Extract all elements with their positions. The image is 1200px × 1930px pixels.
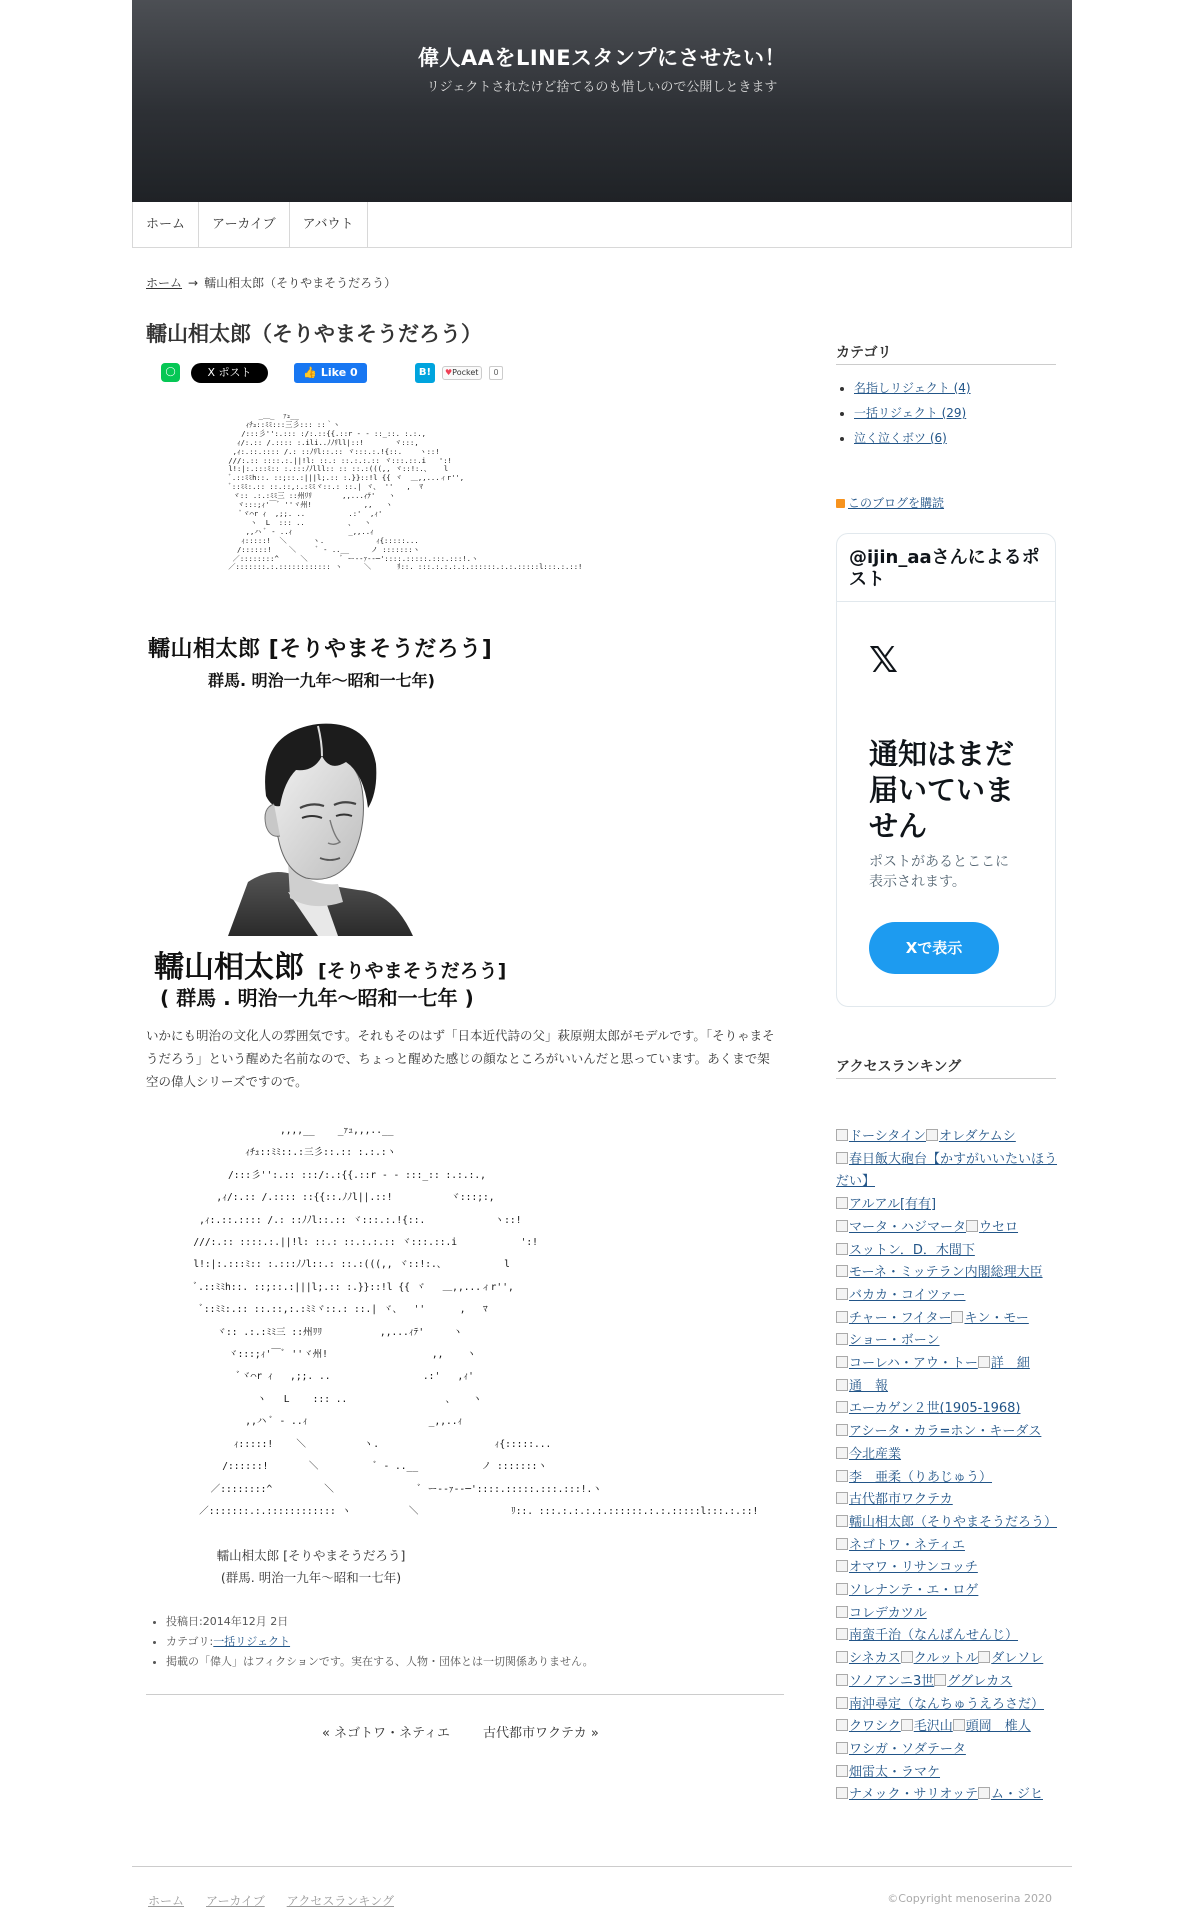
ranking-label: マータ・ハジマータ xyxy=(849,1219,967,1235)
ranking-link[interactable] xyxy=(966,1220,1018,1235)
x-widget-empty-title: 通知はまだ届いていません xyxy=(869,737,1015,843)
category-link-named-reject[interactable]: 名指しリジェクト (4) xyxy=(854,381,971,395)
category-item xyxy=(854,401,971,426)
ranking-link[interactable] xyxy=(836,1583,978,1598)
post-category-link[interactable]: 一括リジェクト xyxy=(213,1635,291,1648)
broken-image-icon xyxy=(836,1651,848,1663)
ranking-row xyxy=(836,1739,1066,1762)
broken-image-icon xyxy=(836,1674,848,1686)
ranking-link[interactable] xyxy=(836,1129,926,1144)
post-title: 轜山相太郎（そりやまそうだろう） xyxy=(146,322,482,346)
broken-image-icon xyxy=(836,1583,848,1595)
category-list xyxy=(854,376,971,451)
ranking-label: 春日飯大砲台【かすがいいたいほうだい】 xyxy=(836,1151,1058,1190)
ranking-label: ググレカス xyxy=(947,1673,1013,1689)
broken-image-icon xyxy=(966,1220,978,1232)
ranking-link[interactable] xyxy=(836,1220,966,1235)
site-header xyxy=(132,0,1072,202)
nav-item-archive[interactable]: アーカイブ xyxy=(199,202,290,247)
breadcrumb xyxy=(146,274,396,291)
broken-image-icon xyxy=(836,1742,848,1754)
ranking-label: ナメック・サリオッテ xyxy=(849,1787,978,1803)
ranking-link[interactable] xyxy=(836,1152,1057,1190)
stamp-origin: ( 群馬 . 明治一九年〜昭和一七年 ) xyxy=(160,986,474,1010)
ranking-label: 毛沢山 xyxy=(913,1719,953,1735)
ranking-link[interactable] xyxy=(836,1447,901,1462)
broken-image-icon xyxy=(978,1356,990,1368)
ranking-row xyxy=(836,1716,1066,1739)
ranking-link[interactable] xyxy=(836,1379,888,1394)
ranking-label: 南沖尋定（なんちゅうえろさだ） xyxy=(849,1696,1045,1712)
ranking-row xyxy=(836,1330,1066,1353)
ranking-link[interactable] xyxy=(836,1538,965,1553)
ranking-label: オマワ・リサンコッチ xyxy=(849,1560,978,1576)
ranking-row xyxy=(836,1535,1066,1558)
footer-link-ranking[interactable]: アクセスランキング xyxy=(286,1894,394,1908)
ranking-row xyxy=(836,1603,1066,1626)
ranking-link[interactable] xyxy=(836,1243,975,1258)
broken-image-icon xyxy=(926,1129,938,1141)
x-logo-icon: 𝕏 xyxy=(869,640,899,681)
ranking-row xyxy=(836,1285,1066,1308)
ranking-label: アルアル[有有] xyxy=(849,1197,937,1213)
ranking-link[interactable] xyxy=(836,1197,936,1212)
stamp-title: 轜山相太郎 [そりやまそうだろう] xyxy=(148,637,493,662)
portrait-drawing xyxy=(218,712,418,936)
broken-image-icon xyxy=(836,1152,848,1164)
ranking-label: キン・モー xyxy=(964,1310,1029,1326)
broken-image-icon xyxy=(836,1560,848,1572)
ranking-label: ソノアンニ3世 xyxy=(849,1673,935,1689)
ranking-link[interactable] xyxy=(836,1606,927,1621)
ranking-row xyxy=(836,1512,1066,1535)
category-link-bulk-reject[interactable]: 一括リジェクト (29) xyxy=(854,406,967,420)
category-heading: カテゴリ xyxy=(836,342,1056,365)
broken-image-icon xyxy=(836,1538,848,1550)
ranking-label: チャー・フイター xyxy=(849,1310,952,1326)
ranking-label: シネカス xyxy=(849,1651,901,1667)
ranking-row xyxy=(836,1694,1066,1717)
ranking-row xyxy=(836,1126,1066,1149)
ranking-link[interactable] xyxy=(836,1356,978,1371)
ranking-row xyxy=(836,1625,1066,1648)
pocket-label: Pocket xyxy=(452,368,479,377)
broken-image-icon xyxy=(836,1447,848,1459)
ranking-link[interactable] xyxy=(836,1311,951,1326)
ranking-row xyxy=(836,1421,1066,1444)
ranking-row xyxy=(836,1467,1066,1490)
broken-image-icon xyxy=(836,1220,848,1232)
ranking-list xyxy=(836,1126,1066,1807)
footer-divider xyxy=(132,1866,1072,1867)
ranking-link[interactable] xyxy=(836,1265,1043,1280)
stamp-name-large: 轜山相太郎 xyxy=(154,950,304,985)
broken-image-icon xyxy=(836,1243,848,1255)
ranking-label: 古代都市ワクテカ xyxy=(849,1492,953,1508)
view-on-x-button[interactable]: Xで表示 xyxy=(869,922,999,974)
ranking-link[interactable] xyxy=(951,1311,1028,1326)
ranking-label: コーレハ・アウ・トー xyxy=(849,1356,978,1372)
broken-image-icon xyxy=(836,1356,848,1368)
post-body: いかにも明治の文化人の雰囲気です。それもそのはず「日本近代詩の父」萩原朔太郎がモデルです。「そりゃまそうだろう」という醒めた名前なので、ちょっと醒めた感じの顔なところがいいんだと思っています。あくまで架空の偉人シリーズですので。 xyxy=(146,1028,775,1089)
stamp-subtitle: 群馬. 明治一九年〜昭和一七年) xyxy=(208,671,435,690)
nav-item-about[interactable]: アバウト xyxy=(290,202,368,247)
ranking-row xyxy=(836,1444,1066,1467)
ranking-link[interactable] xyxy=(926,1129,1016,1144)
next-post-link[interactable]: 古代都市ワクテカ » xyxy=(483,1726,599,1741)
stamp-name-kana: [そりやまそうだろう] xyxy=(318,960,507,982)
broken-image-icon xyxy=(836,1311,848,1323)
x-widget-empty-text: ポストがあるとここに表示されます。 xyxy=(869,854,1009,890)
broken-image-icon xyxy=(836,1401,848,1413)
ranking-label: ム・ジヒ xyxy=(990,1787,1043,1803)
breadcrumb-arrow: → xyxy=(188,276,199,290)
ranking-label: ソレナンテ・エ・ロゲ xyxy=(849,1583,979,1599)
ranking-label: コレデカツル xyxy=(849,1605,927,1621)
ranking-row xyxy=(836,1557,1066,1580)
ranking-link[interactable] xyxy=(836,1787,978,1802)
ranking-row xyxy=(836,1762,1066,1785)
rss-icon xyxy=(836,499,845,508)
category-item xyxy=(854,376,971,401)
ranking-label: 轜山相太郎（そりやまそうだろう） xyxy=(849,1514,1058,1530)
ranking-label: 通 報 xyxy=(849,1378,889,1394)
ranking-link[interactable] xyxy=(836,1628,1018,1643)
broken-image-icon xyxy=(836,1719,848,1731)
ranking-label: ウセロ xyxy=(979,1219,1019,1235)
ranking-label: 畑雷太・ラマケ xyxy=(849,1764,941,1780)
pocket-count: 0 xyxy=(489,366,503,380)
ranking-label: ショー・ボーン xyxy=(849,1333,940,1349)
ranking-label: アシータ・カラ=ホン・キーダス xyxy=(849,1424,1042,1440)
ranking-label: 頭岡 椎人 xyxy=(965,1719,1031,1735)
nav-item-home[interactable]: ホーム xyxy=(133,202,199,247)
broken-image-icon xyxy=(901,1651,913,1663)
ranking-label: 詳 細 xyxy=(990,1356,1030,1372)
x-post-button[interactable]: X ポスト xyxy=(191,363,268,383)
pocket-button[interactable] xyxy=(442,366,482,380)
category-item xyxy=(854,426,971,451)
rss-subscribe-link[interactable]: このブログを購読 xyxy=(848,496,945,510)
divider xyxy=(146,1694,784,1695)
ranking-label: モーネ・ミッテラン内閣総理大臣 xyxy=(849,1265,1043,1281)
ranking-row xyxy=(836,1489,1066,1512)
broken-image-icon xyxy=(901,1719,913,1731)
ranking-label: 李 亜柔（りあじゅう） xyxy=(849,1469,993,1485)
broken-image-icon xyxy=(836,1470,848,1482)
ranking-label: 今北産業 xyxy=(849,1446,902,1462)
facebook-like-label: Like 0 xyxy=(320,366,358,379)
ranking-link[interactable] xyxy=(953,1719,1031,1734)
ranking-link[interactable] xyxy=(836,1470,992,1485)
portrait-illustration xyxy=(218,712,418,936)
ranking-label: ネゴトワ・ネティエ xyxy=(849,1537,965,1553)
ranking-row xyxy=(836,1240,1066,1263)
ranking-link[interactable] xyxy=(836,1742,966,1757)
ranking-label: ドーシタイン xyxy=(849,1129,926,1144)
ranking-link[interactable] xyxy=(836,1333,939,1348)
rss-subscribe xyxy=(836,494,944,511)
site-title[interactable]: 偉人AAをLINEスタンプにさせたい！ xyxy=(417,46,787,70)
ranking-row xyxy=(836,1398,1066,1421)
ranking-label: クルットル xyxy=(913,1651,979,1667)
ranking-link[interactable] xyxy=(836,1401,1020,1416)
ranking-link[interactable] xyxy=(978,1651,1043,1666)
hatena-bookmark-button[interactable]: B! xyxy=(415,363,435,383)
line-icon: ◯ xyxy=(165,367,176,377)
ranking-link[interactable] xyxy=(901,1719,953,1734)
ranking-row xyxy=(836,1648,1066,1671)
footer-link-archive[interactable]: アーカイブ xyxy=(206,1894,265,1908)
post-category: • カテゴリ:一括リジェクト xyxy=(166,1632,594,1652)
site-description: リジェクトされたけど捨てるのも惜しいので公開しときます xyxy=(426,80,778,95)
previous-post-link[interactable]: « ネゴトワ・ネティエ xyxy=(322,1726,451,1741)
ranking-link[interactable] xyxy=(836,1492,953,1507)
ranking-link[interactable] xyxy=(836,1288,965,1303)
broken-image-icon xyxy=(836,1129,848,1141)
broken-image-icon xyxy=(978,1651,990,1663)
category-link-rejected[interactable]: 泣く泣くボツ (6) xyxy=(854,431,947,445)
broken-image-icon xyxy=(953,1719,965,1731)
ranking-link[interactable] xyxy=(901,1651,979,1666)
global-nav xyxy=(132,202,1072,248)
line-share-button[interactable] xyxy=(161,363,180,382)
ranking-label: クワシク xyxy=(849,1719,901,1735)
ranking-heading: アクセスランキング xyxy=(836,1056,1056,1079)
ranking-link[interactable] xyxy=(836,1651,901,1666)
broken-image-icon xyxy=(836,1288,848,1300)
ranking-label: オレダケムシ xyxy=(938,1129,1016,1144)
post-disclaimer: • 掲載の「偉人」はフィクションです。実在する、人物・団体とは一切関係ありません。 xyxy=(166,1652,594,1672)
ranking-row xyxy=(836,1671,1066,1694)
footer-nav xyxy=(148,1892,416,1909)
broken-image-icon xyxy=(836,1765,848,1777)
facebook-like-button[interactable] xyxy=(294,363,367,383)
broken-image-icon xyxy=(836,1515,848,1527)
broken-image-icon xyxy=(934,1674,946,1686)
image-caption-origin: (群馬. 明治一九年〜昭和一七年) xyxy=(220,1570,402,1585)
ranking-row xyxy=(836,1353,1066,1376)
x-timeline-widget xyxy=(836,533,1056,1007)
broken-image-icon xyxy=(836,1333,848,1345)
ranking-link[interactable] xyxy=(836,1674,934,1689)
ranking-row xyxy=(836,1194,1066,1217)
copyright: ©Copyright menoserina 2020 xyxy=(887,1892,1052,1905)
ranking-row xyxy=(836,1308,1066,1331)
broken-image-icon xyxy=(951,1311,963,1323)
broken-image-icon xyxy=(836,1628,848,1640)
ranking-row xyxy=(836,1580,1066,1603)
ranking-label: バカカ・コイツァー xyxy=(849,1287,966,1303)
ascii-art-large-portrait: ,,,,__ _ｧｭ,,,..__ ｨﾁｭ::ﾐﾐ::.:三彡::.:: :.:.:ヽ /:::彡'':.:: :::/:.:{{.::r ‐ - :::_:: :.:.:., ,ｨ/:.:: /.:::: ::{{::.ﾉﾉl||.::! ヾ:::;:, ,ｨ:.::.:::: /.: ::ﾉﾉl::.:: ヾ:::.:.!{::. ヽ::! ///:.:: ::::.:.||!l: ::.: ::.:.:.:: ヾ:::.::.i ':! l!:|:.:::ﾐ:: :.:::ﾉﾉl::.: ::.:(((,, ヾ::!:.、 l ﾞ.::ﾐﾐh::. ::;::.:|||l;.:: :.}}::!l {{ ヾ ＿,,...ィr'', ﾞ::ﾐﾐ:.:: ::.::,:.:ﾐﾐヾ::.: ::.| ヾ、 '' , ﾏ ヾ:: .:.:ﾐﾐ三 ::州ﾘﾘ ,,...ｨﾃ' ヽ ヾ:::;ｨ'￣ﾞ ''ヾ州! ,, ヽ ﾞヾ⌒r ｨ ,;;. .. .:' ,ｨ' ヽ L ::: .. 、 ヽ ,,ハ ﾞ - ..ｨ _,,..ｨ ｨ:::::! ＼ ヽ. ｨ{:::::... /::::::! ＼ ﾞ - ..__ ノ :::::::ヽ ／::::::::^ ＼ ﾞ ー--ｧ--─'::::.:::::.:::.:::!.ヽ ／:::::::.:.:::::::::::: ヽ ＼ ﾘ::. :::.:.:.:.:.::::::.:.:.:::::l:::.:.::! xyxy=(193,1125,759,1517)
ranking-row xyxy=(836,1376,1066,1399)
footer-link-home[interactable]: ホーム xyxy=(148,1894,185,1908)
ranking-link[interactable] xyxy=(978,1356,1030,1371)
breadcrumb-current: 轜山相太郎（そりやまそうだろう） xyxy=(204,276,397,290)
ranking-row xyxy=(836,1149,1066,1194)
ascii-art-small-portrait: _＿_ ｧｭ__ ｨﾁｭ::ﾐﾐ:::三彡::: ::｀ヽ /:::彡'':.::: :/:.::{{.::r ‐ - ::_::. :.:., ｨ/:.:: /.:::: :.ili..ﾉﾉﾘll|::! ヾ:::, ,ｨ:.::.:::: /.: ::ﾉﾘl::.:: ヾ:::.:.!{::. ヽ::! ///:.:: ::::.:.||!l: ::.: ::.:.:.:: ヾ:::.::.i ':! l!:|:.:::ﾐ:: :.:::ﾉﾉlll:: :: ::.:(((,, ヾ::!:.、 l ﾞ.::ﾐﾐh::. ::;::.:|||l;.:: :.}}::!l {{ ヾ ＿,,...ィr'', ﾞ::ﾐﾐ:.:: ::.::,:.:ﾐﾐヾ::.: ::.| ヾ、 '' , ﾏ ヾ:: .:.:ﾐﾐ三 ::州ﾘﾘ ,,...ｨﾃ' ヽ ヾ:::;ｨ'￣ﾞ ''ヾ州! ,, ヽ ﾞヾ⌒r ｨ ,;;. .. .:' ,ｨ' ヽ L ::: .. 、 ヽ ,,ハ ﾞ - ..ｨ _,,..ｨ ｨ:::::! ＼ ヽ. ｨ{:::::... /::::::! ＼ ﾞ - ..__ ノ :::::::ヽ ／::::::::^ ＼ ﾞ ー--ｧ--─'::::.:::::.:::.:::!.ヽ ／:::::::.:.:::::::::::: ヽ ＼ ﾘ::. :::.:.:.:.:.::::::.:.:.:::::l:::.:.::! xyxy=(228,411,583,572)
image-caption-name: 轜山相太郎 [そりやまそうだろう] xyxy=(216,1548,406,1563)
thumbs-up-icon: 👍 xyxy=(303,366,321,379)
ranking-link[interactable] xyxy=(836,1560,978,1575)
broken-image-icon xyxy=(836,1606,848,1618)
ranking-link[interactable] xyxy=(836,1719,901,1734)
ranking-row xyxy=(836,1217,1066,1240)
ranking-link[interactable] xyxy=(836,1765,940,1780)
broken-image-icon xyxy=(836,1265,848,1277)
ranking-row xyxy=(836,1784,1066,1807)
broken-image-icon xyxy=(836,1197,848,1209)
broken-image-icon xyxy=(836,1379,848,1391)
ranking-label: ダレソレ xyxy=(991,1651,1044,1667)
ranking-link[interactable] xyxy=(934,1674,1012,1689)
broken-image-icon xyxy=(836,1697,848,1709)
ranking-link[interactable] xyxy=(836,1515,1057,1530)
broken-image-icon xyxy=(836,1424,848,1436)
ranking-label: エーカゲン２世(1905-1968) xyxy=(849,1401,1021,1417)
ranking-row xyxy=(836,1262,1066,1285)
breadcrumb-home-link[interactable]: ホーム xyxy=(146,276,183,290)
post-meta xyxy=(166,1612,594,1672)
ranking-link[interactable] xyxy=(836,1697,1044,1712)
ranking-label: ワシガ・ソダテータ xyxy=(849,1741,966,1757)
broken-image-icon xyxy=(836,1787,848,1799)
broken-image-icon xyxy=(978,1787,990,1799)
ranking-link[interactable] xyxy=(836,1424,1041,1439)
broken-image-icon xyxy=(836,1492,848,1504)
ranking-label: 南蛮千治（なんばんせんじ） xyxy=(849,1628,1019,1644)
pocket-icon: ♥ xyxy=(445,368,453,377)
ranking-link[interactable] xyxy=(978,1787,1043,1802)
ranking-label: スットン．D．木間下 xyxy=(849,1242,975,1258)
post-date: • 投稿日:2014年12月 2日 xyxy=(166,1612,594,1632)
x-widget-heading[interactable]: @ijin_aaさんによるポスト xyxy=(837,534,1055,602)
